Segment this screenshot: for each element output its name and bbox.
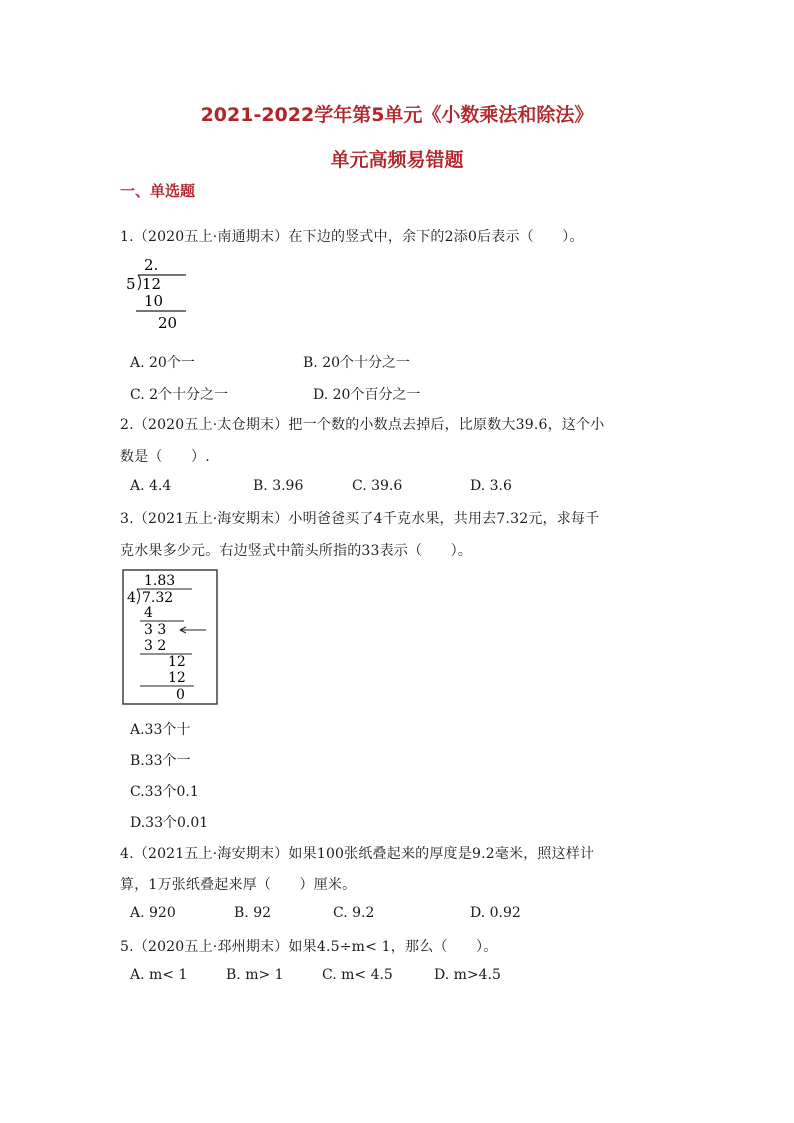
- q3-divisor: 4: [127, 590, 136, 606]
- q3-step-1: 4: [144, 605, 153, 621]
- q2-option-c[interactable]: C. 39.6: [352, 478, 403, 494]
- q1-option-c[interactable]: C. 2个十分之一: [130, 387, 229, 403]
- q1-dividend: 12: [142, 275, 162, 293]
- question-3-stem-line-2: 克水果多少元。右边竖式中箭头所指的33表示（ ）。: [120, 543, 473, 559]
- question-2-stem-line-2: 数是（ ）.: [120, 449, 210, 465]
- q1-quotient: 2.: [144, 256, 159, 274]
- q3-step-4: 12: [168, 654, 186, 670]
- question-1-stem: 1.（2020五上·南通期末）在下边的竖式中，余下的2添0后表示（ ）。: [120, 229, 584, 245]
- section-heading: 一、单选题: [120, 182, 196, 200]
- q4-option-a[interactable]: A. 920: [130, 905, 176, 921]
- q1-option-a[interactable]: A. 20个一: [130, 355, 195, 371]
- q3-option-d[interactable]: D.33个0.01: [130, 815, 209, 831]
- q4-option-c[interactable]: C. 9.2: [333, 905, 375, 921]
- question-4-stem-line-1: 4.（2021五上·海安期末）如果100张纸叠起来的厚度是9.2毫米，照这样计: [120, 846, 595, 862]
- question-1-long-division: [122, 256, 202, 338]
- q2-option-b[interactable]: B. 3.96: [253, 478, 304, 494]
- question-3-stem-line-1: 3.（2021五上·海安期末）小明爸爸买了4千克水果，共用去7.32元，求每千: [120, 511, 600, 527]
- q2-option-a[interactable]: A. 4.4: [130, 478, 172, 494]
- q3-option-a[interactable]: A.33个十: [130, 722, 191, 738]
- q1-divisor: 5: [126, 275, 136, 293]
- q3-step-6: 0: [176, 687, 185, 703]
- doc-title: 2021-2022学年第5单元《小数乘法和除法》: [200, 104, 594, 126]
- q3-step-2: 3 3: [144, 622, 167, 638]
- q4-option-d[interactable]: D. 0.92: [470, 905, 521, 921]
- q1-option-b[interactable]: B. 20个十分之一: [303, 355, 411, 371]
- q3-option-c[interactable]: C.33个0.1: [130, 784, 199, 800]
- question-3-long-division: [122, 569, 218, 709]
- q5-option-b[interactable]: B. m> 1: [226, 967, 284, 983]
- q5-option-c[interactable]: C. m< 4.5: [322, 967, 393, 983]
- question-4-stem-line-2: 算，1万张纸叠起来厚（ ）厘米。: [120, 877, 357, 893]
- doc-subtitle: 单元高频易错题: [330, 149, 464, 171]
- q3-quotient: 1.83: [144, 573, 176, 589]
- q2-option-d[interactable]: D. 3.6: [470, 478, 512, 494]
- question-2-stem-line-1: 2.（2020五上·太仓期末）把一个数的小数点去掉后，比原数大39.6，这个小: [120, 417, 605, 433]
- q5-option-d[interactable]: D. m>4.5: [434, 967, 501, 983]
- q5-option-a[interactable]: A. m< 1: [130, 967, 188, 983]
- q3-dividend: 7.32: [142, 590, 174, 606]
- question-5-stem: 5.（2020五上·邳州期末）如果4.5÷m< 1，那么（ ）。: [120, 939, 498, 955]
- q4-option-b[interactable]: B. 92: [234, 905, 272, 921]
- q3-option-b[interactable]: B.33个一: [130, 753, 191, 769]
- q1-step-2: 20: [158, 314, 178, 332]
- q3-step-3: 3 2: [144, 638, 167, 654]
- q1-option-d[interactable]: D. 20个百分之一: [313, 387, 421, 403]
- q1-step-1: 10: [144, 292, 164, 310]
- q3-step-5: 12: [168, 670, 186, 686]
